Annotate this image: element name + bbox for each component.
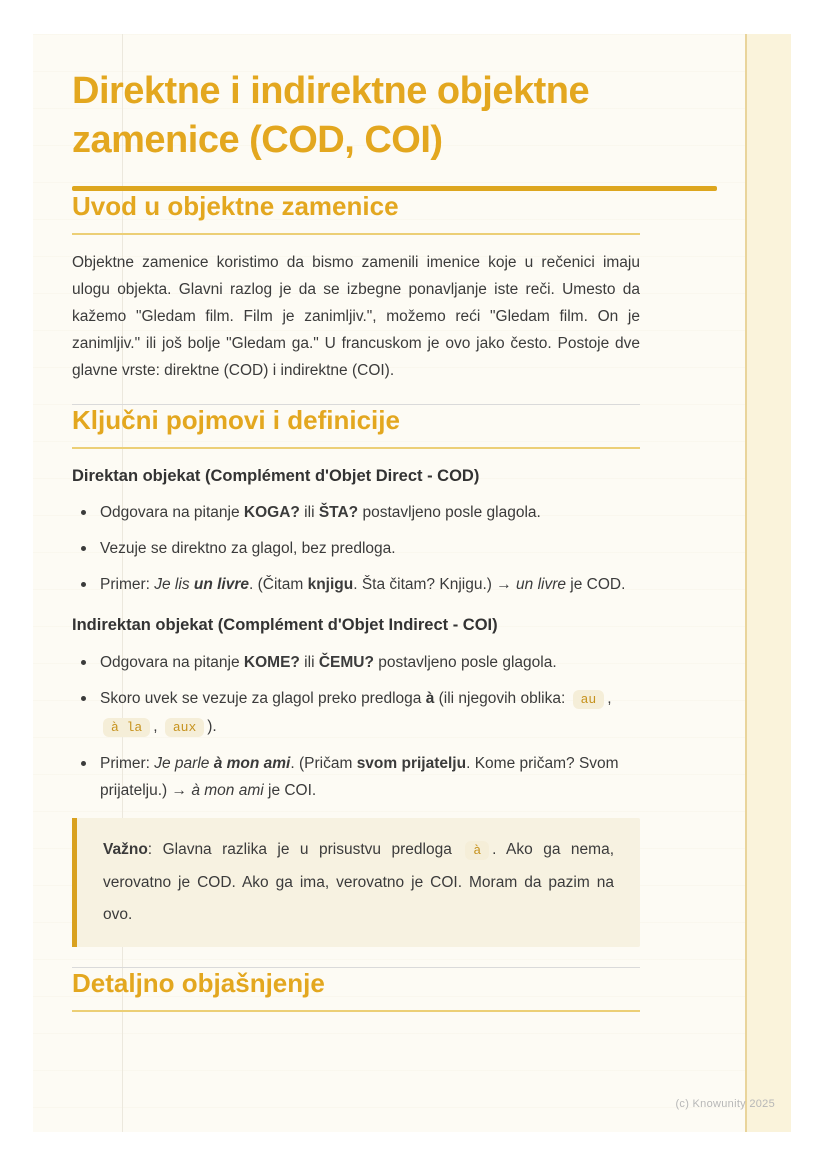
text-run: Je lis (154, 576, 194, 594)
list-item (72, 750, 640, 804)
text-run: Skoro uvek se vezuje za glagol preko predloga (100, 689, 426, 707)
text-run: (ili njegovih oblika: (434, 689, 570, 707)
section-heading-kljucni-pojmovi: Ključni pojmovi i definicije (72, 405, 640, 449)
text-run: . Ako ga nema, verovatno je COD. Ako ga ima, verovatno je COI. Moram da pazim na ovo. (103, 840, 615, 923)
important-callout (72, 818, 640, 947)
term-heading-coi: Indirektan objekat (Complément d'Objet Indirect - COI) (72, 616, 498, 635)
text-run: KOGA? (243, 504, 300, 522)
inline-code-chip: au (573, 690, 605, 709)
list-item (72, 499, 640, 526)
page-title: Direktne i indirektne objektne zamenice (COD, COI) (72, 70, 590, 162)
term-heading-cod: Direktan objekat (Complément d'Objet Direct - COD) (72, 467, 480, 486)
text-run: Odgovara na pitanje (100, 504, 244, 522)
list-item (72, 571, 640, 598)
text-run: je COD. (566, 576, 626, 594)
text-run: Odgovara na pitanje (100, 653, 244, 671)
text-run: , (153, 717, 162, 735)
text-run: à mon ami (191, 781, 264, 799)
list-item (72, 649, 640, 676)
intro-paragraph: Objektne zamenice koristimo da bismo zamenili imenice koje u rečenici imaju ulogu objekta. Glavni razlog je da se izbegne ponavljanje iste reči. Umesto da kažemo "Gledam film. Film je zanimljiv.", možemo reći "Gledam film. On je zanimljiv." ili još bolje "Gledam ga." U francuskom je ovo jako često. Postoje dve glavne vrste: direktne (COD) i indirektne (COI). (72, 253, 640, 379)
cod-list (72, 499, 640, 598)
document-page (33, 34, 791, 1132)
copyright-notice: (c) Knowunity 2025 (675, 1098, 775, 1110)
text-run: ili (299, 504, 319, 522)
text-run: . Kome pričam? Svom prijatelju.) → (100, 754, 619, 799)
text-run: Je parle (154, 754, 214, 772)
inline-code-chip: à (465, 841, 489, 860)
list-item (72, 685, 640, 741)
text-run: un livre (516, 576, 566, 594)
inline-code-chip: à la (103, 718, 150, 737)
text-run: Važno (103, 840, 148, 858)
text-run: Primer: (100, 576, 155, 594)
text-run: Primer: (100, 754, 155, 772)
text-run: Vezuje se direktno za glagol, bez predloga. (100, 540, 396, 558)
text-run: ŠTA? (318, 504, 359, 522)
text-run: postavljeno posle glagola. (358, 504, 541, 522)
text-run: . (Pričam (290, 754, 357, 772)
text-run: un livre (193, 576, 250, 594)
section-heading-uvod: Uvod u objektne zamenice (72, 191, 640, 235)
callout-text (103, 834, 614, 931)
text-run: à mon ami (213, 754, 291, 772)
inline-code-chip: aux (165, 718, 204, 737)
page-content (72, 34, 717, 1012)
text-run: ). (207, 717, 217, 735)
text-run: . Šta čitam? Knjigu.) → (353, 576, 517, 594)
text-run: knjigu (307, 576, 354, 594)
text-run: svom prijatelju (356, 754, 467, 772)
list-item (72, 535, 640, 562)
text-run: : Glavna razlika je u prisustvu predloga (147, 840, 463, 858)
text-run: . (Čitam (249, 576, 308, 594)
section-heading-detaljno: Detaljno objašnjenje (72, 968, 640, 1012)
page-edge-strip (745, 34, 791, 1132)
text-run: , (607, 689, 612, 707)
text-run: ČEMU? (318, 653, 374, 671)
text-run: à (425, 689, 435, 707)
coi-list (72, 649, 640, 804)
text-run: KOME? (243, 653, 300, 671)
text-run: je COI. (263, 781, 317, 799)
text-run: ili (299, 653, 319, 671)
text-run: postavljeno posle glagola. (373, 653, 557, 671)
